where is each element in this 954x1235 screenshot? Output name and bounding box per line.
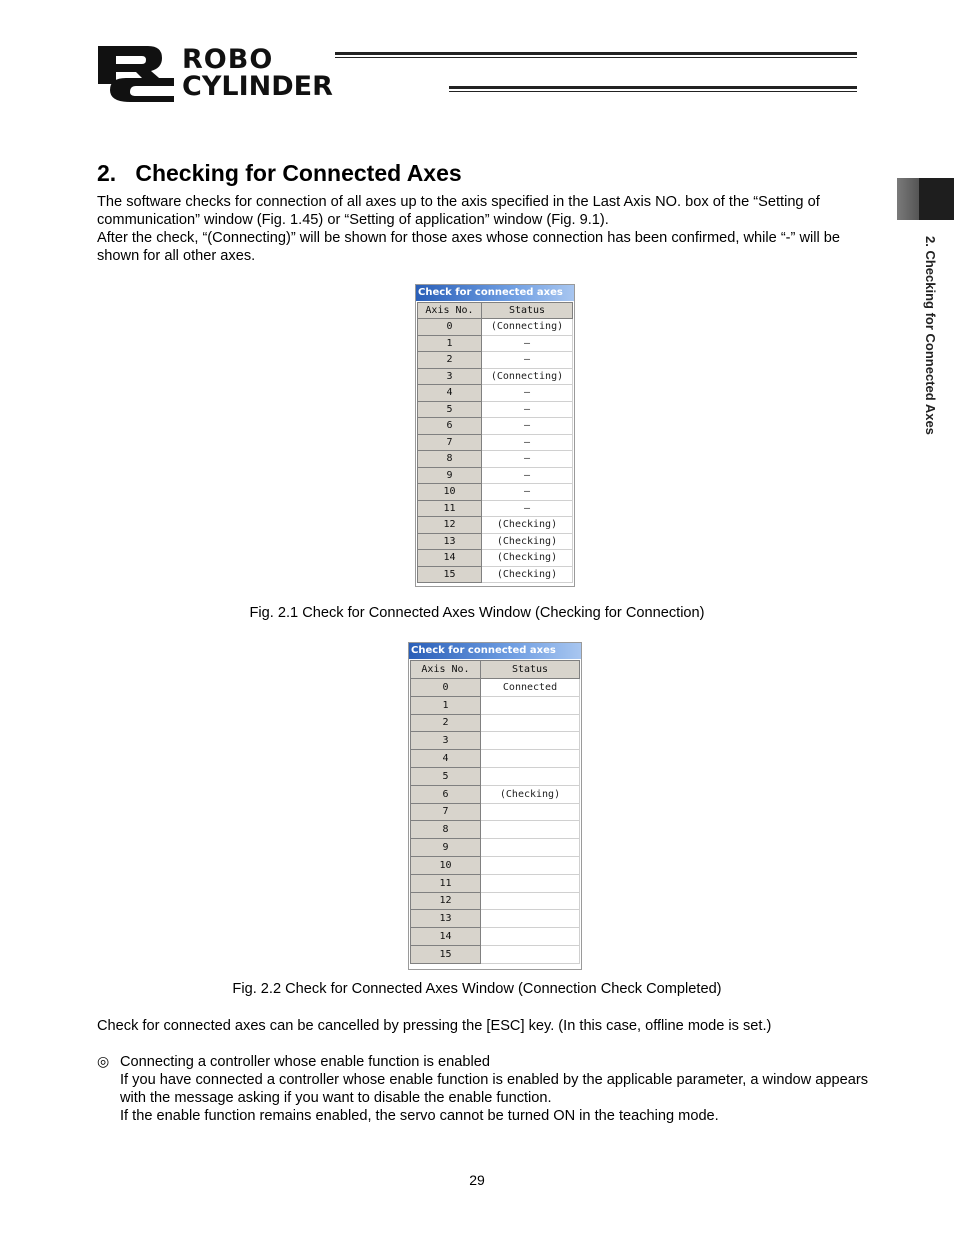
status-cell: – <box>482 401 573 418</box>
table-row[interactable] <box>418 352 573 369</box>
axes-table <box>417 302 573 583</box>
intro-paragraph-2: After the check, “(Connecting)” will be shown for those axes whose connection has been confirmed, while “-” will be shown for all other axes. <box>97 230 841 264</box>
table-row[interactable] <box>411 714 580 732</box>
table-row[interactable] <box>418 517 573 534</box>
table-row[interactable] <box>418 335 573 352</box>
axis-number-cell: 0 <box>411 679 481 697</box>
status-cell <box>481 945 580 963</box>
window-title: Check for connected axes <box>409 643 581 659</box>
axis-number-cell: 7 <box>411 803 481 821</box>
axes-table <box>410 660 580 964</box>
table-row[interactable] <box>418 434 573 451</box>
table-row[interactable] <box>411 732 580 750</box>
robo-cylinder-logo-icon <box>96 44 176 102</box>
figure1-caption: Fig. 2.1 Check for Connected Axes Window (Checking for Connection) <box>249 605 705 621</box>
table-row[interactable] <box>418 451 573 468</box>
axis-number-cell: 3 <box>418 368 482 385</box>
status-cell <box>481 732 580 750</box>
status-cell <box>481 767 580 785</box>
status-cell <box>481 856 580 874</box>
axis-number-cell: 13 <box>411 910 481 928</box>
axis-number-cell: 8 <box>411 821 481 839</box>
status-cell: – <box>482 434 573 451</box>
check-window-fig2 <box>408 642 582 970</box>
status-cell: – <box>482 418 573 435</box>
table-row[interactable] <box>411 892 580 910</box>
table-row[interactable] <box>411 856 580 874</box>
side-tab-label: 2. Checking for Connected Axes <box>923 236 938 435</box>
status-cell <box>481 839 580 857</box>
axis-number-cell: 5 <box>418 401 482 418</box>
column-header-axis[interactable]: Axis No. <box>418 303 482 319</box>
status-cell: (Checking) <box>482 517 573 534</box>
column-header-status[interactable]: Status <box>482 303 573 319</box>
axis-number-cell: 15 <box>411 945 481 963</box>
axis-number-cell: 1 <box>418 335 482 352</box>
table-row[interactable] <box>418 566 573 583</box>
table-row[interactable] <box>418 467 573 484</box>
axis-number-cell: 9 <box>411 839 481 857</box>
status-cell: (Checking) <box>482 550 573 567</box>
axis-number-cell: 10 <box>411 856 481 874</box>
header-rule-top <box>335 52 857 58</box>
status-cell: – <box>482 500 573 517</box>
status-cell <box>481 821 580 839</box>
status-cell: – <box>482 451 573 468</box>
axis-number-cell: 12 <box>418 517 482 534</box>
status-cell <box>481 892 580 910</box>
table-row[interactable] <box>418 500 573 517</box>
axis-number-cell: 6 <box>418 418 482 435</box>
axis-number-cell: 13 <box>418 533 482 550</box>
status-cell <box>481 910 580 928</box>
table-row[interactable] <box>411 928 580 946</box>
axis-number-cell: 14 <box>418 550 482 567</box>
table-row[interactable] <box>418 401 573 418</box>
table-row[interactable] <box>418 484 573 501</box>
status-cell: (Connecting) <box>482 319 573 336</box>
table-row[interactable] <box>411 910 580 928</box>
status-cell: – <box>482 484 573 501</box>
table-row[interactable] <box>418 385 573 402</box>
status-cell <box>481 696 580 714</box>
status-cell: (Checking) <box>481 785 580 803</box>
side-tab-shade <box>897 178 919 220</box>
table-row[interactable] <box>411 767 580 785</box>
axis-number-cell: 5 <box>411 767 481 785</box>
page-number: 29 <box>469 1172 485 1188</box>
header-rule-bottom <box>449 86 857 92</box>
enable-note-line-1: If you have connected a controller whose enable function is enabled by the applicable parameter, a window appears with the message asking if you want to disable the enable function. <box>120 1072 869 1106</box>
intro-paragraph-1: The software checks for connection of all axes up to the axis specified in the Last Axis NO. box of the “Setting of communication” window (Fig. 1.45) or “Setting of application” window (Fig. 9.1). <box>97 194 820 228</box>
cancel-note: Check for connected axes can be cancelled by pressing the [ESC] key. (In this case, offline mode is set.) <box>97 1018 772 1034</box>
logo-text-cylinder: CYLINDER <box>182 71 333 102</box>
status-cell: Connected <box>481 679 580 697</box>
table-row[interactable] <box>411 750 580 768</box>
axis-number-cell: 15 <box>418 566 482 583</box>
status-cell <box>481 803 580 821</box>
status-cell: (Connecting) <box>482 368 573 385</box>
axis-number-cell: 2 <box>418 352 482 369</box>
status-cell: – <box>482 385 573 402</box>
table-row[interactable] <box>411 874 580 892</box>
table-row[interactable] <box>411 679 580 697</box>
enable-note-line-2: If the enable function remains enabled, the servo cannot be turned ON in the teaching mode. <box>120 1108 719 1124</box>
section-title: 2. Checking for Connected Axes <box>97 160 462 186</box>
axis-number-cell: 12 <box>411 892 481 910</box>
column-header-axis[interactable]: Axis No. <box>411 661 481 679</box>
enable-note-heading: Connecting a controller whose enable function is enabled <box>120 1054 490 1070</box>
axis-number-cell: 14 <box>411 928 481 946</box>
bullet-icon: ◎ <box>97 1053 110 1069</box>
axis-number-cell: 11 <box>418 500 482 517</box>
table-row[interactable] <box>411 696 580 714</box>
table-row[interactable] <box>411 785 580 803</box>
table-row[interactable] <box>418 533 573 550</box>
axis-number-cell: 3 <box>411 732 481 750</box>
axis-number-cell: 9 <box>418 467 482 484</box>
status-cell <box>481 750 580 768</box>
axis-number-cell: 6 <box>411 785 481 803</box>
axis-number-cell: 7 <box>418 434 482 451</box>
axis-number-cell: 2 <box>411 714 481 732</box>
logo-text-robo: ROBO <box>182 44 274 75</box>
status-cell: – <box>482 352 573 369</box>
axis-number-cell: 4 <box>418 385 482 402</box>
table-row[interactable] <box>418 319 573 336</box>
side-tab-block <box>919 178 954 220</box>
figure2-caption: Fig. 2.2 Check for Connected Axes Window (Connection Check Completed) <box>232 981 722 997</box>
axis-number-cell: 0 <box>418 319 482 336</box>
status-cell: (Checking) <box>482 566 573 583</box>
status-cell: – <box>482 467 573 484</box>
status-cell <box>481 714 580 732</box>
axis-number-cell: 4 <box>411 750 481 768</box>
column-header-status[interactable]: Status <box>481 661 580 679</box>
table-row[interactable] <box>411 803 580 821</box>
window-title: Check for connected axes <box>416 285 574 301</box>
check-window-fig1 <box>415 284 575 587</box>
table-row[interactable] <box>418 550 573 567</box>
table-row[interactable] <box>418 418 573 435</box>
axis-number-cell: 1 <box>411 696 481 714</box>
axis-number-cell: 8 <box>418 451 482 468</box>
status-cell <box>481 874 580 892</box>
status-cell: – <box>482 335 573 352</box>
status-cell: (Checking) <box>482 533 573 550</box>
table-row[interactable] <box>411 839 580 857</box>
table-row[interactable] <box>411 945 580 963</box>
table-row[interactable] <box>418 368 573 385</box>
table-row[interactable] <box>411 821 580 839</box>
axis-number-cell: 11 <box>411 874 481 892</box>
axis-number-cell: 10 <box>418 484 482 501</box>
status-cell <box>481 928 580 946</box>
